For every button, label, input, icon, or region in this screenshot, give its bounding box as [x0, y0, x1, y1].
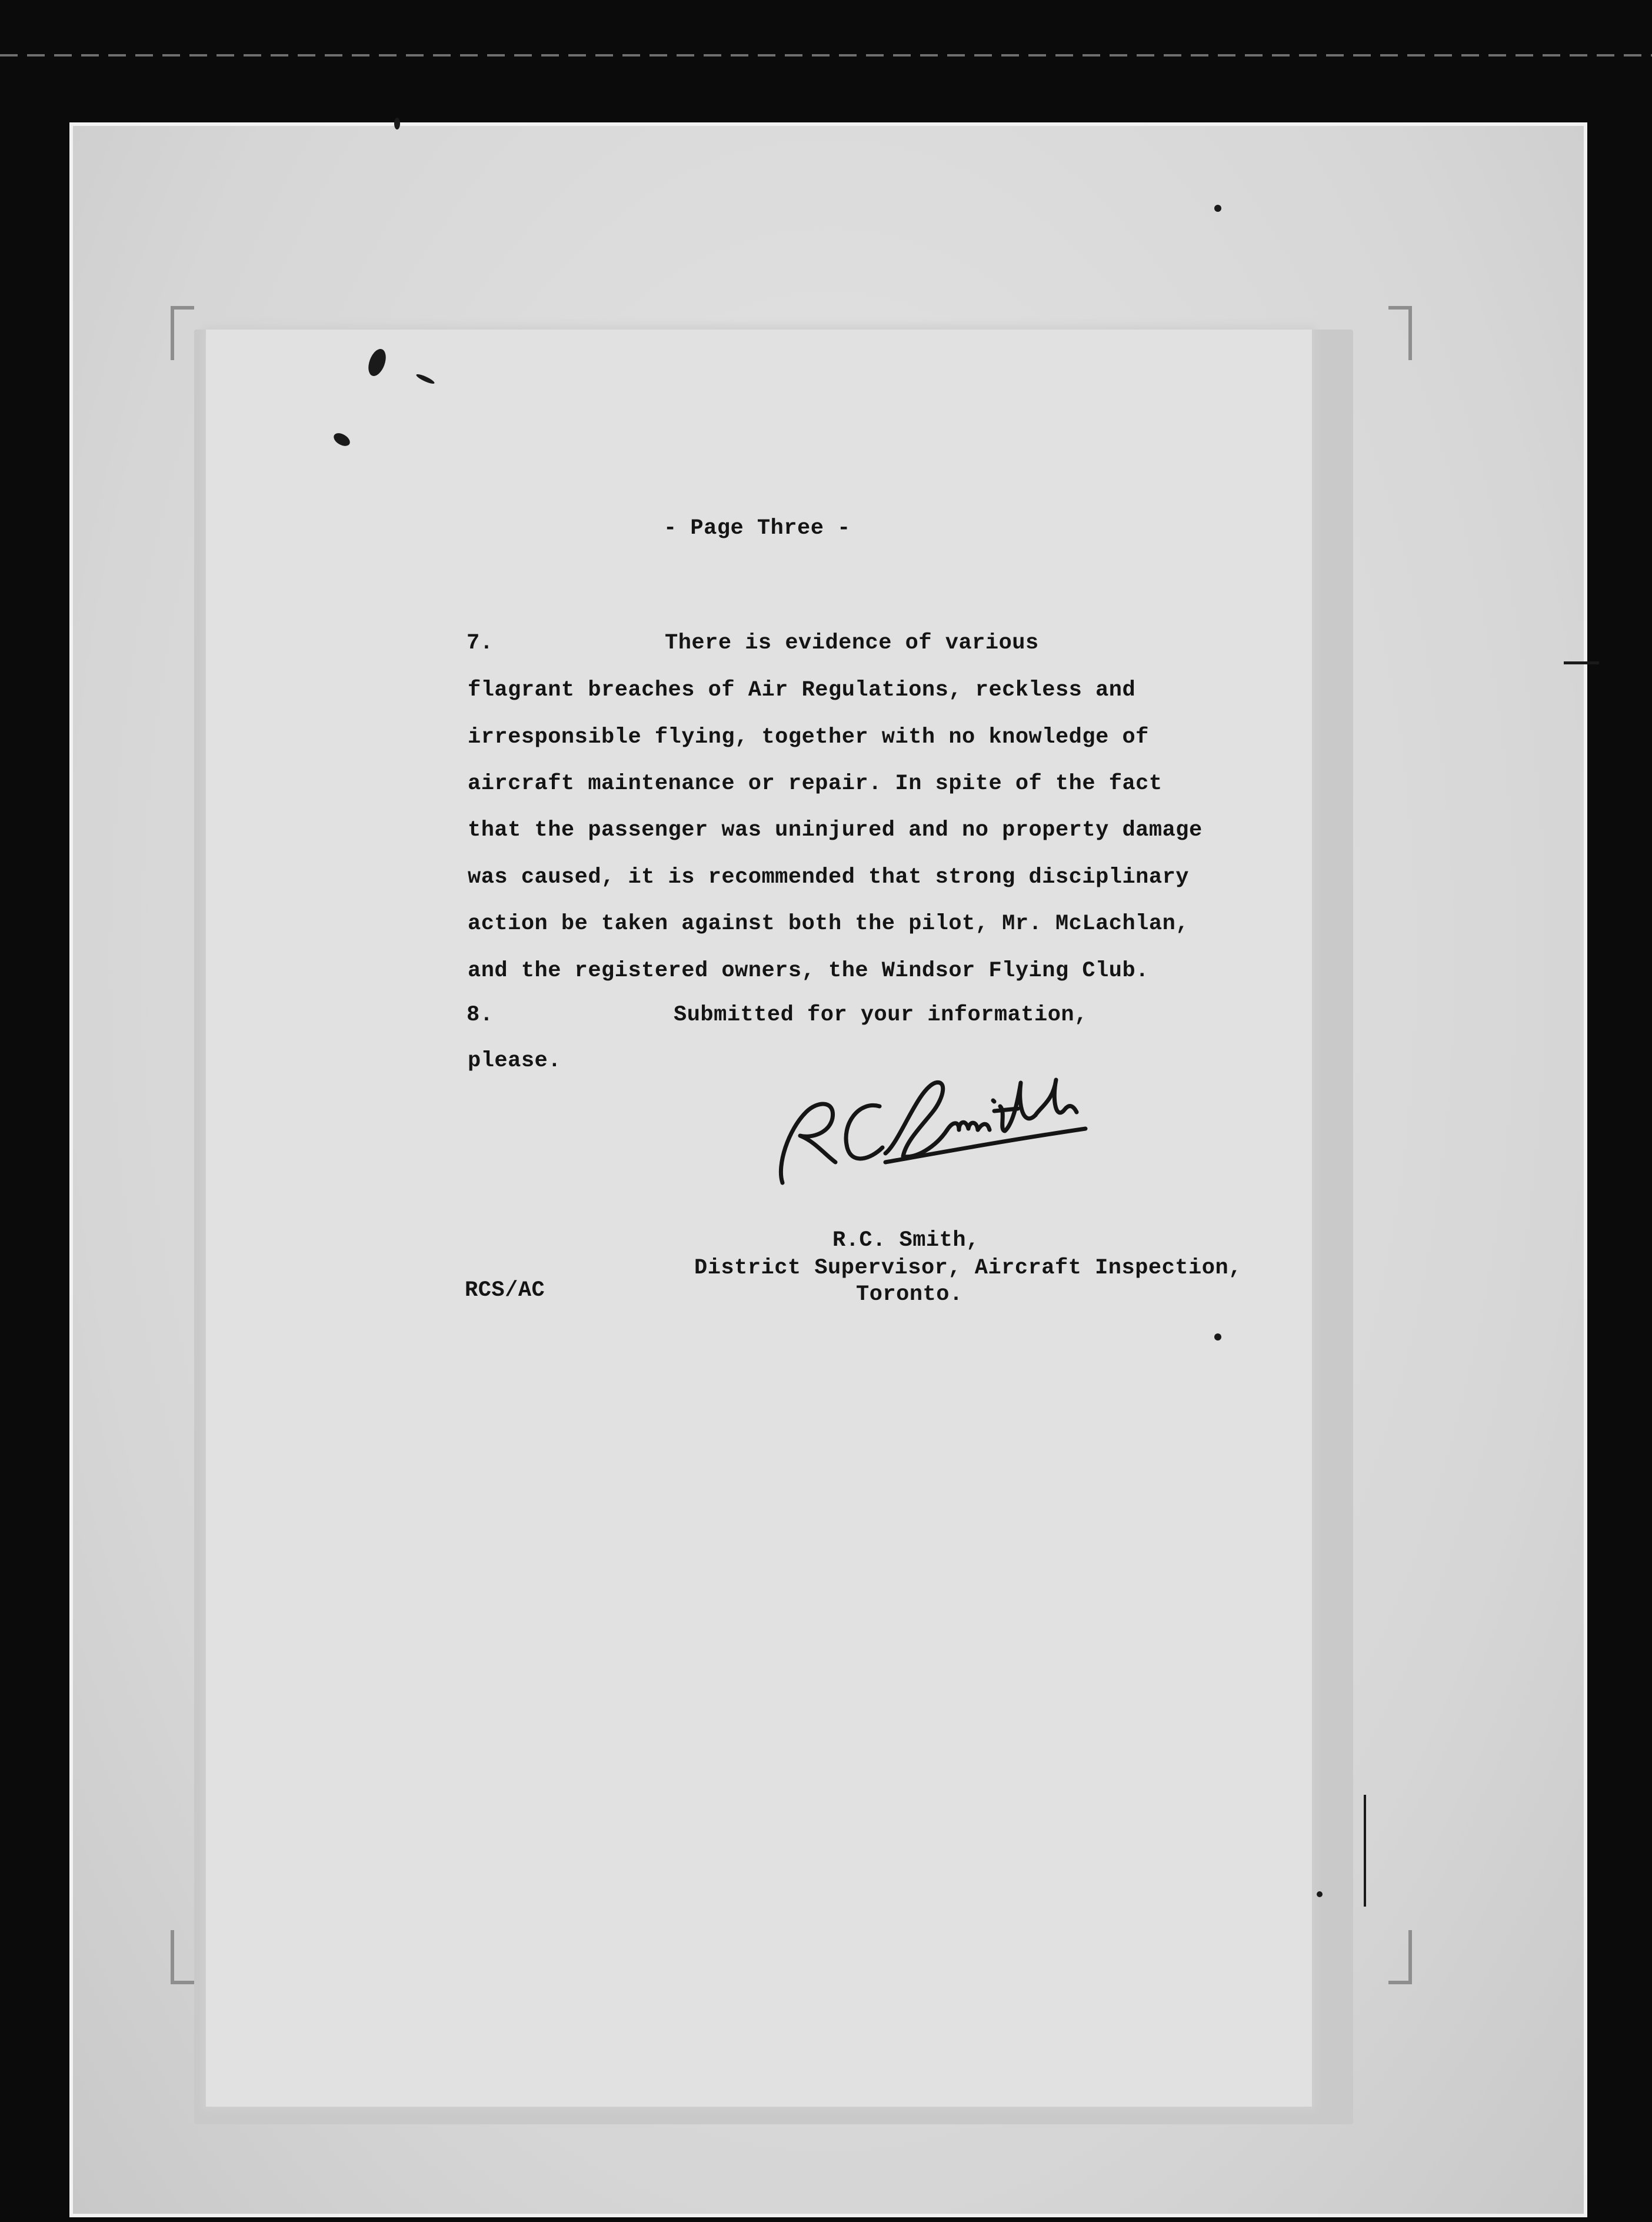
paragraph-8-number: 8.	[467, 1003, 494, 1027]
reference-initials: RCS/AC	[465, 1278, 545, 1303]
crop-mark-top-left	[171, 306, 194, 360]
paragraph-8-line: please.	[468, 1049, 561, 1073]
paragraph-7-line: flagrant breaches of Air Regulations, reckless and	[468, 678, 1136, 703]
scan-speck	[394, 118, 400, 129]
paragraph-7-line: and the registered owners, the Windsor Flying Club.	[468, 959, 1149, 983]
paragraph-7-line: aircraft maintenance or repair. In spite of the fact	[468, 771, 1163, 796]
signatory-title: District Supervisor, Aircraft Inspection,	[694, 1256, 1242, 1280]
scan-speck	[1317, 1891, 1323, 1897]
scan-speck	[1214, 205, 1221, 212]
paragraph-7-number: 7.	[467, 631, 494, 656]
signatory-city: Toronto.	[856, 1282, 963, 1307]
crop-mark-bottom-left	[171, 1930, 194, 1984]
signatory-name: R.C. Smith,	[832, 1228, 980, 1253]
paragraph-7-line: was caused, it is recommended that strong disciplinary	[468, 865, 1189, 890]
paragraph-7-line: irresponsible flying, together with no knowledge of	[468, 725, 1149, 750]
paragraph-7-line: that the passenger was uninjured and no property damage	[468, 818, 1203, 843]
crop-mark-bottom-right	[1388, 1930, 1412, 1984]
page-heading: - Page Three -	[664, 516, 851, 541]
crop-mark-top-right	[1388, 306, 1412, 360]
scan-edge-mark	[1564, 661, 1599, 664]
paragraph-7-line: There is evidence of various	[665, 631, 1039, 656]
scan-speck	[1214, 1333, 1221, 1340]
handwritten-signature	[759, 1065, 1088, 1195]
paragraph-7-line: action be taken against both the pilot, Mr. McLachlan,	[468, 912, 1189, 936]
film-edge-dashes	[0, 54, 1652, 56]
document-sheet	[206, 330, 1312, 2107]
scan-line	[1364, 1795, 1366, 1907]
paragraph-8-line: Submitted for your information,	[674, 1003, 1088, 1027]
